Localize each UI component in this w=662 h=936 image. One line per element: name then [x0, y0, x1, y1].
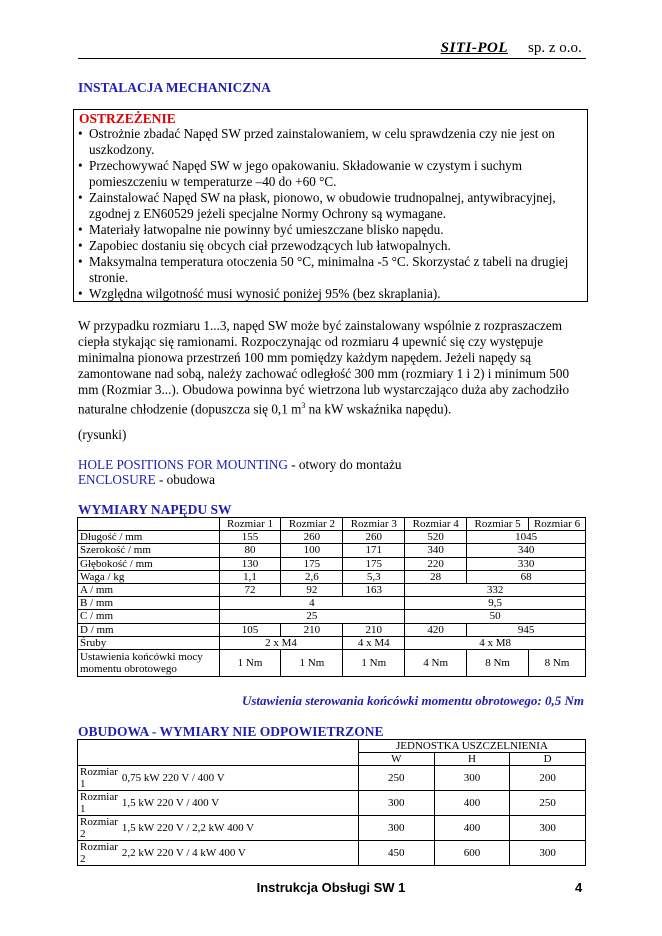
page-number: 4: [575, 880, 583, 895]
warning-item: • Maksymalna temperatura otoczenia 50 °C, minimalna -5 °C. Skorzystać z tabeli na drugiej stronie.: [78, 254, 586, 286]
col-header: W: [358, 753, 434, 766]
table-row: B / mm 4 9,5: [78, 597, 586, 610]
warning-item: • Materiały łatwopalne nie powinny być umieszczane blisko napędu.: [78, 222, 586, 238]
table-row: Rozmiar 2 2,2 kW 220 V / 4 kW 400 V 450 600 300: [78, 841, 586, 866]
dims-table-title: WYMIARY NAPĘDU SW: [78, 502, 232, 517]
table-row: D / mm 105 210 210 420 945: [78, 623, 586, 636]
dims-table: [77, 517, 586, 677]
table-row: Głębokość / mm 130 175 175 220 330: [78, 557, 586, 570]
col-header: Rozmiar 1: [219, 518, 281, 531]
section-title-installation: INSTALACJA MECHANICZNA: [78, 80, 271, 95]
col-header: Rozmiar 6: [529, 518, 586, 531]
table-row: C / mm 25 50: [78, 610, 586, 623]
warning-item: • Zapobiec dostaniu się obcych ciał przewodzących lub łatwopalnych.: [78, 238, 586, 254]
row-label: Szerokość / mm: [78, 544, 220, 557]
footer-title: Instrukcja Obsługi SW 1: [256, 880, 406, 895]
enclosure-table-title: OBUDOWA - WYMIARY NIE ODPOWIETRZONE: [78, 724, 384, 739]
warning-title: OSTRZEŻENIE: [79, 111, 176, 126]
table-row: Rozmiar 2 1,5 kW 220 V / 2,2 kW 400 V 300 400 300: [78, 816, 586, 841]
warning-item: • Ostrożnie zbadać Napęd SW przed zainstalowaniem, w celu sprawdzenia czy nie jest on uszkodzony.: [78, 126, 586, 158]
drawings-placeholder: (rysunki): [78, 427, 127, 442]
col-header: Rozmiar 4: [405, 518, 467, 531]
table-row: Rozmiar 1 1,5 kW 220 V / 400 V 300 400 250: [78, 791, 586, 816]
row-label: Ustawienia końcówki mocy momentu obrotowego: [78, 649, 220, 676]
table-row: Szerokość / mm 80 100 171 340 340: [78, 544, 586, 557]
installation-paragraph: W przypadku rozmiaru 1...3, napęd SW może być zainstalowany wspólnie z rozpraszaczem ciepła stykając się ramionami. Rozpoczynając od rozmiaru 4 upewnić się czy występuje minimalna pionowa przestrzeń 100 mm pomiędzy każdym napędem. Jeżeli napędy są zamontowane nad sobą, należy zachować odległość 300 mm (rozmiary 1 i 2) i minimum 500 mm (Rozmiar 3...). Obudowa powinna być wietrzona lub wystarczająco duża aby zachodziło naturalne chłodzenie (dopuszcza się 0,1 $m^3$ na kW wskaźnika napędu).: [78, 318, 570, 417]
row-label: Śruby: [78, 636, 220, 649]
row-label: B / mm: [78, 597, 220, 610]
row-label: Długość / mm: [78, 531, 220, 544]
col-header: Rozmiar 2: [281, 518, 343, 531]
table-row: Śruby 2 x M4 4 x M4 4 x M8: [78, 636, 586, 649]
row-label: D / mm: [78, 623, 220, 636]
col-header: D: [510, 753, 586, 766]
warning-item: • Zainstalować Napęd SW na płask, pionowo, w obudowie trudnopalnej, antywibracyjnej, zgodnej z EN60529 jeżeli specjalne Normy Ochrony są wymagane.: [78, 190, 586, 222]
company-suffix: sp. z o.o.: [528, 40, 582, 56]
table-row: Waga / kg 1,1 2,6 5,3 28 68: [78, 570, 586, 583]
table-row: Długość / mm 155 260 260 520 1045: [78, 531, 586, 544]
row-label: A / mm: [78, 583, 220, 596]
header-rule: [78, 58, 586, 59]
enclosure-line: ENCLOSURE - obudowa: [78, 472, 216, 487]
table-row: [78, 518, 586, 531]
col-header: H: [434, 753, 510, 766]
brand-logo: SITI-POL: [440, 40, 508, 56]
warning-item: • Przechowywać Napęd SW w jego opakowaniu. Składowanie w czystym i suchym pomieszczeniu w temperaturze –40 do +60 °C.: [78, 158, 586, 190]
col-header: Rozmiar 3: [343, 518, 405, 531]
col-header: Rozmiar 5: [467, 518, 529, 531]
row-label: Waga / kg: [78, 570, 220, 583]
hole-positions-line: HOLE POSITIONS FOR MOUNTING - otwory do montażu: [78, 457, 402, 472]
row-label: Głębokość / mm: [78, 557, 220, 570]
enclosure-table: [77, 739, 586, 866]
row-label: C / mm: [78, 610, 220, 623]
warning-list: [78, 126, 586, 302]
table-row: A / mm 72 92 163 332: [78, 583, 586, 596]
warning-item: • Względna wilgotność musi wynosić poniżej 95% (bez skraplania).: [78, 286, 586, 302]
table-row: Rozmiar 1 0,75 kW 220 V / 400 V 250 300 200: [78, 766, 586, 791]
group-header: JEDNOSTKA USZCZELNIENIA: [358, 740, 585, 753]
torque-note: Ustawienia sterowania końcówki momentu obrotowego: 0,5 Nm: [241, 693, 584, 708]
table-row: [78, 740, 586, 753]
table-row: Ustawienia końcówki mocy momentu obrotowego 1 Nm 1 Nm 1 Nm 4 Nm 8 Nm 8 Nm: [78, 649, 586, 676]
